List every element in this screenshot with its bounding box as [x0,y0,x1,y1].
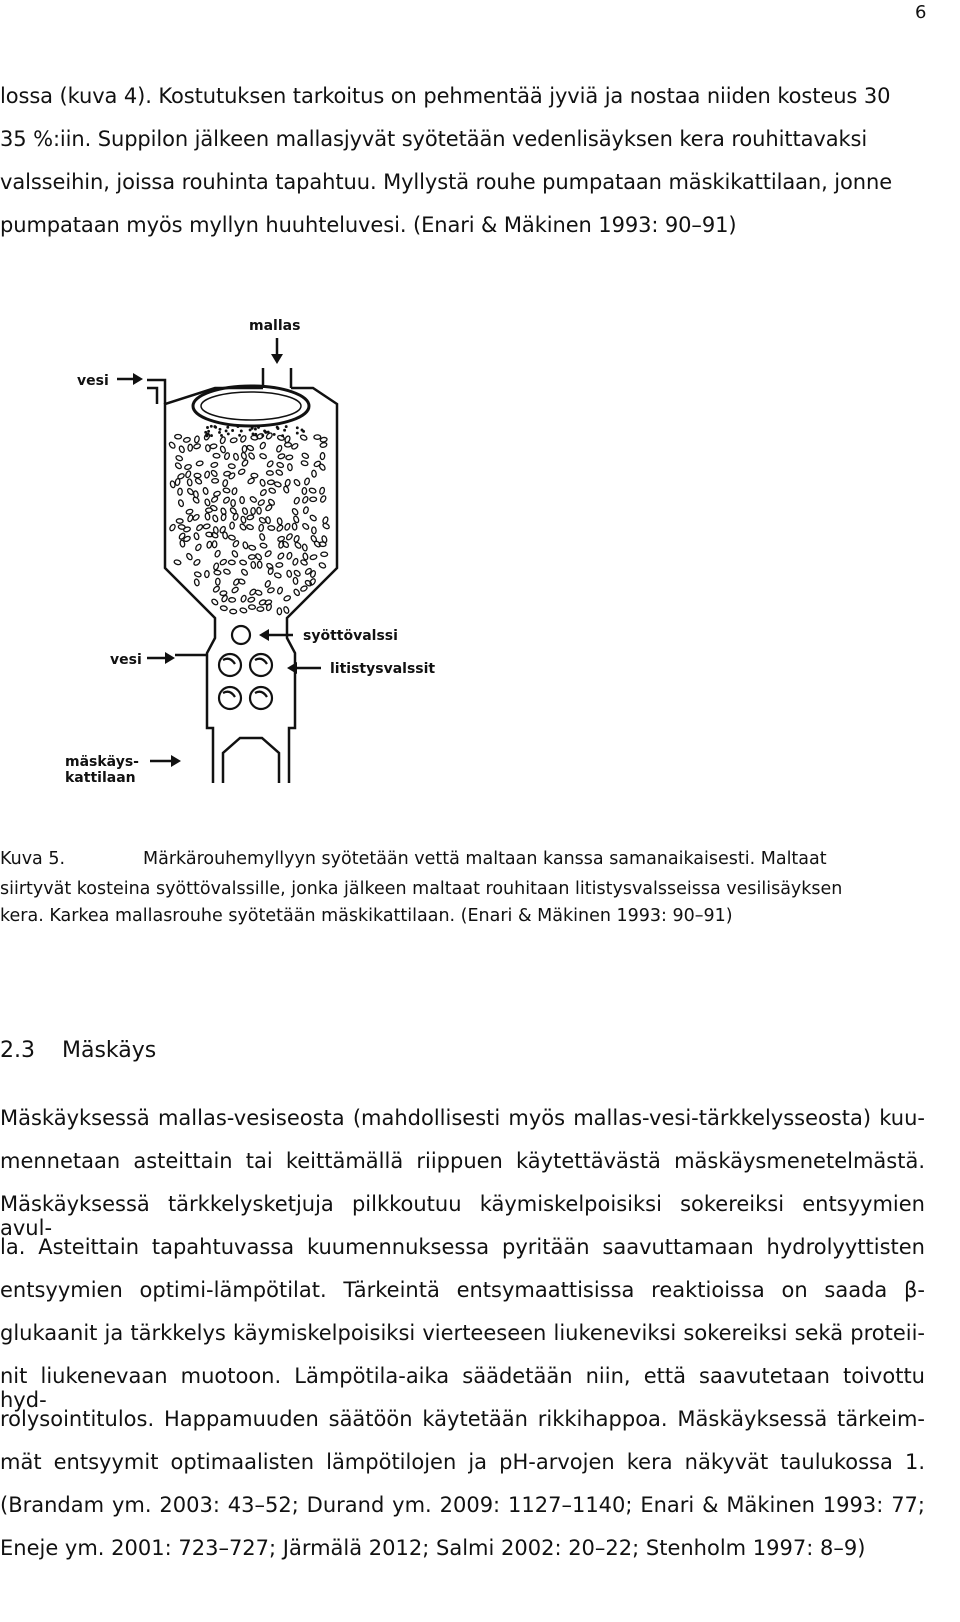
grain [248,545,256,551]
label-maskays-1: mäskäys- [65,754,139,770]
grain [222,532,228,540]
grain [213,562,219,570]
grain [304,478,310,486]
grain [211,598,219,606]
crush-roller [219,654,241,676]
grain [204,471,210,479]
grain [186,553,194,561]
spray-droplet [211,426,213,428]
grain [255,589,263,596]
spray-droplet [297,427,299,429]
grain [210,443,218,449]
spray-droplet [258,427,260,429]
grain [247,477,255,484]
label-litistysvalssit: litistysvalssit [330,661,436,677]
grain [203,487,209,495]
grain [293,577,298,584]
grain [301,452,309,459]
rollers [219,626,272,709]
grain [216,578,221,585]
grain [195,543,202,551]
grain [265,504,273,512]
caption-label: Kuva 5. [0,849,66,869]
grain [301,460,309,466]
grain [259,479,265,487]
grain [309,578,317,586]
grain [309,514,317,522]
grain [293,588,301,596]
page-number: 6 [915,2,927,23]
grain [224,452,231,460]
grain [193,443,201,449]
grain [196,460,204,466]
spray-droplet [228,433,230,435]
grain [240,595,247,603]
grain [310,497,317,502]
grain [309,487,317,493]
spray-droplet [208,431,210,433]
spray-droplet [232,430,234,432]
grain [311,470,316,477]
grain [320,495,327,503]
grain [241,452,248,460]
grain [184,464,192,470]
grain [206,541,212,549]
label-syottovalssi: syöttövalssi [303,628,398,644]
grain [314,435,321,440]
grain [287,463,293,470]
spray-droplet [264,430,266,432]
intro-line: valsseihin, joissa rouhinta tapahtuu. Myllystä rouhe pumpataan mäskikattilaan, jonne [0,170,893,194]
grain [260,543,268,549]
malt-grains [168,426,330,615]
grain [267,587,275,594]
caption-text: Märkärouhemyllyyn syötetään vettä maltaan kanssa samanaikaisesti. Maltaat [143,849,827,869]
grain [210,469,218,477]
grain [174,462,182,470]
grain [212,479,219,484]
crush-roller [250,687,272,709]
grain [241,459,249,467]
grain [320,453,325,460]
grain [242,541,248,549]
intro-line: lossa (kuva 4). Kostutuksen tarkoitus on pehmentää jyviä ja nostaa niiden kosteus 30 [0,84,891,108]
spray-droplet [285,426,287,428]
grain [302,544,308,552]
grain [168,441,176,449]
spray-droplet [284,429,286,431]
grain [321,552,328,556]
grain [205,513,211,520]
grain [194,473,201,478]
grain [293,479,301,487]
grain [220,446,227,454]
grain [291,508,299,516]
grain [286,455,293,461]
grain [302,523,310,531]
grain [175,455,183,462]
grain [302,487,307,494]
grain [277,517,283,525]
grain [318,562,326,569]
spray-droplet [252,433,254,435]
grain [214,570,221,575]
grain [277,552,285,560]
spray-droplet [251,428,253,430]
grain [192,496,200,504]
grain [242,445,247,452]
body-line: Eneje ym. 2001: 723–727; Järmälä 2012; Salmi 2002: 20–22; Stenholm 1997: 8–9) [0,1536,866,1560]
grain [246,444,254,451]
grain [194,571,202,578]
intro-line: pumpataan myös myllyn huuhteluvesi. (Enari & Mäkinen 1993: 90–91) [0,213,737,237]
grain [213,491,221,498]
section-heading [0,1038,156,1063]
grain [178,499,185,507]
grain [300,434,308,441]
grain [222,479,228,487]
grain [186,509,194,515]
grain [283,486,290,494]
spray-droplet [255,428,257,430]
grain [183,526,191,532]
grain [247,597,255,603]
grain [303,506,309,514]
grain [286,552,292,560]
body-line: mät entsyymit optimaalisten lämpötilojen ja pH-arvojen kera näkyvät taulukossa 1. [0,1450,925,1474]
grain [318,463,326,471]
grain [187,479,192,486]
grain [212,585,220,593]
grain [240,516,246,524]
grain [285,442,292,447]
grain [239,523,247,531]
grain [178,532,186,540]
grain [231,500,235,507]
spray-droplet [207,427,209,429]
grain [239,559,247,565]
spray-droplet [239,435,241,437]
body-line: (Brandam ym. 2003: 43–52; Durand ym. 2009: 1127–1140; Enari & Mäkinen 1993: 77; [0,1493,925,1517]
grain [228,560,235,565]
grain [310,554,318,560]
grain [211,496,219,504]
grain [265,516,271,524]
grain [242,507,249,515]
figure-caption-line [0,849,827,869]
grain [194,436,200,444]
grain [257,499,265,507]
grain [276,462,284,469]
grain [223,496,231,504]
spray-droplet [267,431,269,433]
spray-droplet [273,434,275,436]
grain [268,487,276,494]
grain [259,524,264,531]
grain [212,515,219,523]
label-vesi-bottom: vesi [110,652,142,668]
body-line: Mäskäyksessä mallas-vesiseosta (mahdollisesti myös mallas-vesi-tärkkelysseosta) kuu- [0,1106,925,1130]
grain [257,607,264,612]
body-line: rolysointitulos. Happamuuden säätöön käytetään rikkihappoa. Mäskäyksessä tärkeim- [0,1407,925,1431]
grain [320,442,328,448]
feed-roller [232,626,250,644]
grain [277,608,282,615]
grain [264,550,272,558]
grain [238,578,246,585]
crush-roller [219,687,241,709]
grain [266,460,274,468]
body-line: la. Asteittain tapahtuvassa kuumennuksessa pyritään saavuttamaan hydrolyyttisten [0,1235,925,1259]
grain [192,514,200,522]
grain [294,541,302,549]
spray-droplet [301,429,303,431]
section-title: Mäskäys [62,1038,157,1063]
grain [291,442,299,450]
grain [276,563,283,568]
grain [274,572,282,579]
body-line: entsyymien optimi-lämpötilat. Tärkeintä entsymaattisissa reaktioissa on saada β- [0,1278,925,1302]
grain [175,478,181,486]
wet-mill-diagram [55,308,455,788]
grain [259,442,266,450]
spray-droplet [249,429,251,431]
grain [257,561,262,568]
section-number: 2.3 [0,1038,35,1063]
grain [174,559,182,565]
grain [277,587,284,595]
grain [275,469,283,476]
grain [257,507,262,514]
figure-caption-line: kera. Karkea mallasrouhe syötetään mäskikattilaan. (Enari & Mäkinen 1993: 90–91) [0,906,733,926]
grain [246,514,254,520]
grain [293,569,301,577]
grain [284,523,291,531]
grain [203,523,211,529]
spray-droplet [262,435,264,437]
spray-ring-inner [201,392,301,420]
grain [223,568,231,575]
grain [293,515,300,523]
grain [193,559,201,567]
figure-caption-line: siirtyvät kosteina syöttövalssille, jonka jälkeen maltaat rouhitaan litistysvalsseissa vesilisäyksen [0,879,843,899]
grain [229,598,236,603]
grain [213,453,220,458]
grain [255,553,263,561]
grain [274,481,282,488]
grain [292,558,299,566]
grain [232,540,240,548]
grain [238,468,246,475]
grain [251,561,256,568]
body-line: nit liukenevaan muotoon. Lämpötila-aika säädetään niin, että saavutetaan toivottu hyd- [0,1364,925,1412]
grain [233,453,239,461]
grain [322,522,330,529]
spray-droplet [214,426,216,428]
grain [259,489,267,497]
grain [212,541,217,548]
spray-droplet [219,432,221,434]
spray-droplet [211,435,213,437]
grain [264,580,271,588]
grain [251,508,256,515]
crush-roller [250,654,272,676]
grain [178,488,183,495]
grain [283,595,291,602]
spray-droplet [255,434,257,436]
grain [268,525,275,530]
grain [276,524,284,532]
grain [220,605,228,611]
grain [205,571,210,578]
grain [193,532,199,540]
grain [267,480,274,485]
spray-droplet [277,428,279,430]
grain [248,554,255,559]
grain [248,605,255,610]
grain [239,607,247,613]
grain [219,558,227,565]
label-vesi-top: vesi [77,373,109,389]
grain [286,570,292,578]
grain [230,522,235,529]
grain [210,462,218,468]
grain [302,496,309,504]
grain [283,606,290,614]
grain [219,436,226,444]
spray-droplet [297,432,299,434]
grain [204,498,210,506]
grain [313,540,321,548]
grain [230,609,237,614]
spray-droplet [227,426,229,428]
grain [178,445,185,453]
grain [230,437,238,443]
spray-droplet [207,433,209,435]
body-line: mennetaan asteittain tai keittämällä riippuen käytettävästä mäskäysmenetelmästä. [0,1149,925,1173]
grain [176,519,183,524]
grain [183,437,191,443]
grain [286,533,294,541]
spray-droplet [282,435,284,437]
grain [194,579,200,587]
grain [240,497,245,504]
spray-droplet [219,429,221,431]
grain [223,487,231,493]
grain [175,434,182,439]
grain [292,523,297,530]
grain [259,453,267,460]
grain [249,496,257,504]
grain [214,550,221,558]
grain [210,505,218,512]
spray-droplet [241,430,243,432]
grain [194,477,202,485]
spray-droplet [225,430,227,432]
grain [185,470,192,478]
spray-droplet [237,426,239,428]
spray-droplet [221,435,223,437]
grain [246,524,254,531]
grain [285,479,291,487]
grain [169,524,176,532]
grain [259,533,266,541]
grain [228,463,235,469]
label-maskays-2: kattilaan [65,770,136,786]
body-line: Mäskäyksessä tärkkelysketjuja pilkkoutuu käymiskelpoisiksi sokereiksi entsyymien avul- [0,1192,925,1240]
spray-droplet [205,432,207,434]
grain [266,471,273,476]
grain [320,437,328,443]
body-line: glukaanit ja tärkkelys käymiskelpoisiksi vierteeseen liukeneviksi sokereiksi sekä proteii- [0,1321,925,1345]
label-mallas: mallas [249,318,301,334]
grain [251,473,258,478]
grain [248,452,256,460]
grain [231,487,237,495]
grain [188,444,193,451]
grain [221,513,227,521]
grain [319,487,325,495]
grain [276,445,283,453]
grain [228,534,236,540]
grain [293,497,300,505]
grain [311,527,316,534]
intro-line: 35 %:iin. Suppilon jälkeen mallasjyvät syötetään vedenlisäyksen kera rouhittavaksi [0,127,868,151]
grain [241,568,249,576]
grain [196,524,204,532]
grain [231,586,239,594]
grain [277,453,285,459]
grain [228,472,236,480]
grain [231,550,238,558]
grain [300,585,308,592]
